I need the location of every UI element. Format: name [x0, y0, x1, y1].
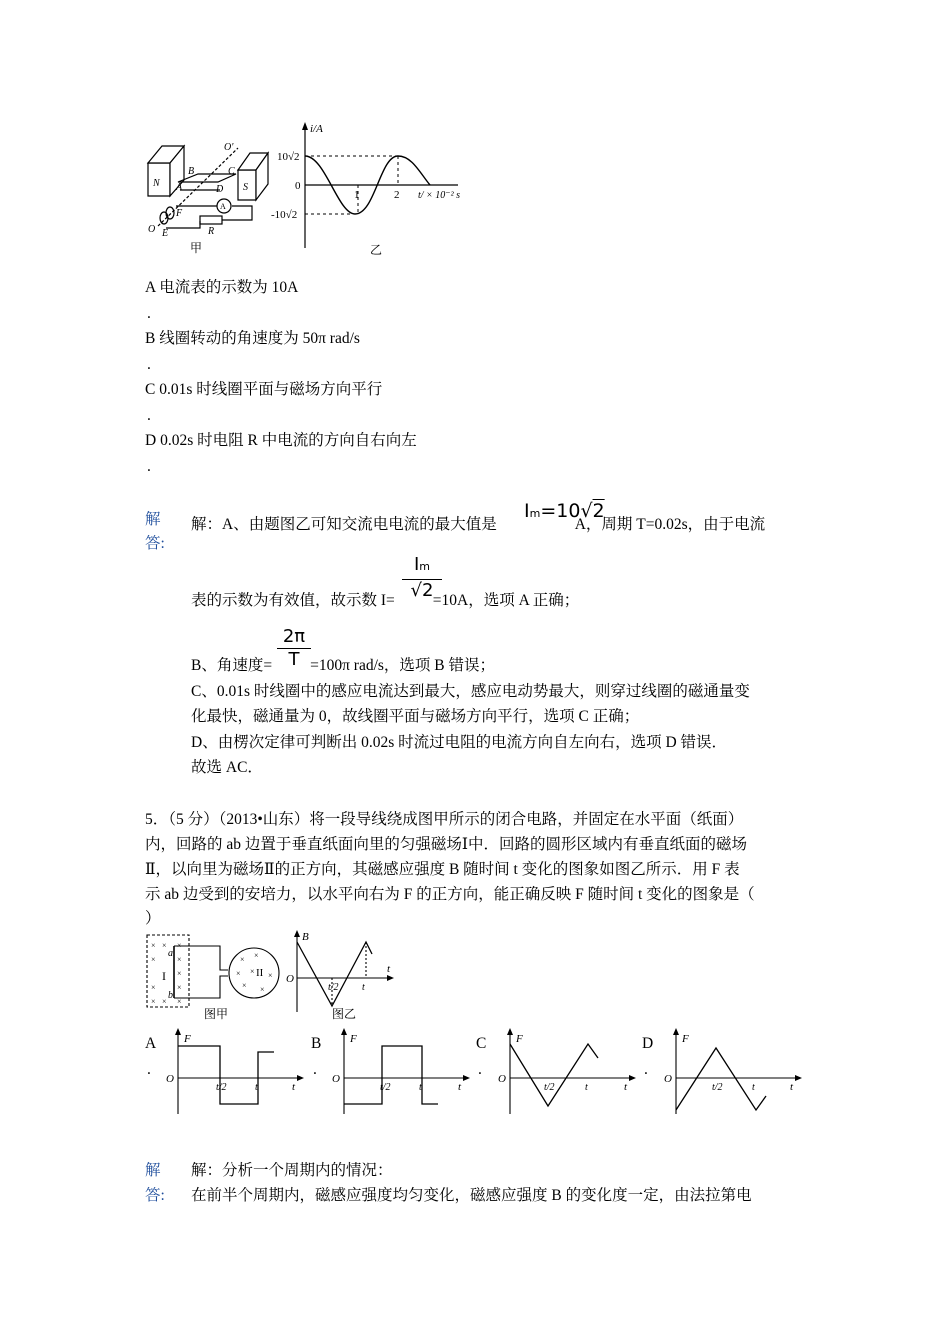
q4-solution-line4: C、0.01s 时线圈中的感应电流达到最大，感应电动势最大，则穿过线圈的磁通量变: [191, 683, 750, 700]
label-r: R: [208, 226, 215, 237]
resistor-r: [200, 216, 222, 224]
t-axis-arrow: [795, 1075, 802, 1081]
x-tick-1: 1: [354, 189, 360, 201]
full-t-label: t: [255, 1082, 258, 1093]
f-axis-arrow: [341, 1028, 347, 1035]
b-line: [297, 942, 372, 1006]
option-text: 0.02s 时电阻 R 中电流的方向自右向左: [160, 432, 417, 449]
region-i-label: I: [162, 969, 166, 983]
f-label: F: [516, 1033, 523, 1045]
slip-ring-2: [166, 207, 174, 219]
half-t-label: t/2: [216, 1082, 227, 1093]
t-label: t: [292, 1081, 296, 1093]
sqrt-icon: √: [410, 580, 423, 601]
label-a: a: [168, 948, 173, 959]
x-mark: ×: [162, 997, 167, 1006]
x-mark: ×: [250, 967, 255, 976]
option-c: [145, 380, 382, 400]
label-b: b: [168, 990, 173, 1001]
full-t-label: t: [752, 1082, 755, 1093]
option-b-graph: [326, 1026, 476, 1118]
q5-solution-line2: 在前半个周期内，磁感应强度均匀变化，磁感应强度 B 的变化度一定，由法拉第电: [191, 1187, 752, 1204]
half-t-label: t/2: [712, 1082, 723, 1093]
t-axis-arrow: [297, 1075, 304, 1081]
option-letter: D: [145, 432, 157, 449]
fraction-numerator: [402, 553, 442, 580]
full-t-label: t: [419, 1082, 422, 1093]
x-mark: ×: [177, 941, 182, 950]
option-d-graph: [658, 1026, 808, 1118]
q5-stem-line5: ）: [145, 910, 161, 927]
q4-solution-line1: [191, 515, 765, 535]
current-graph: [271, 122, 460, 248]
label-o: O: [148, 224, 156, 235]
x-mark: ×: [254, 951, 259, 960]
option-text: 电流表的示数为 10A: [159, 279, 299, 296]
caption-tuyi: 图乙: [332, 1007, 357, 1021]
label-c: C: [228, 166, 235, 177]
formula-sub: m: [529, 507, 541, 520]
y-axis-arrow: [302, 122, 308, 130]
fraction-im-over-root2: [402, 553, 442, 602]
option-a: [145, 278, 298, 298]
t-label: t: [790, 1081, 794, 1093]
region-ii-label: II: [256, 967, 264, 979]
text: 表的示数为有效值，故示数 I=: [191, 592, 395, 609]
x-mark: ×: [177, 983, 182, 992]
full-t-label: t: [585, 1082, 588, 1093]
q4-solution-line2: [191, 591, 579, 611]
f-label: F: [184, 1033, 191, 1045]
label-f: F: [176, 208, 183, 219]
option-c-graph: [492, 1026, 642, 1118]
generator-diagram: [148, 146, 268, 228]
circuit-bottom-wire: [174, 976, 228, 998]
q5-stem-line1: 5．（5 分）（2013•山东）将一段导线绕成图甲所示的闭合电路，并固定在水平面（纸面）: [145, 811, 744, 828]
text: A，周期 T=0.02s，由于电流: [574, 516, 766, 533]
half-t-label: t/2: [544, 1082, 555, 1093]
label-s: S: [243, 182, 248, 193]
b-axis-arrow: [294, 930, 300, 937]
t-label: t: [458, 1081, 462, 1093]
option-a-graph: [160, 1026, 310, 1118]
t-axis-arrow: [463, 1075, 470, 1081]
option-text: 线圈转动的角速度为 50π rad/s: [159, 330, 360, 347]
o-label: O: [332, 1073, 340, 1085]
q5-solution-label-bottom: 答:: [145, 1187, 165, 1204]
formula-eq: =10: [540, 500, 581, 522]
circuit-top-wire: [174, 946, 228, 970]
x-mark: ×: [177, 969, 182, 978]
option-letter: C: [145, 381, 156, 398]
x-mark: ×: [177, 955, 182, 964]
y-min-label: -10√2: [271, 209, 298, 221]
option-dot: .: [147, 407, 151, 424]
f-label: F: [350, 1033, 357, 1045]
caption-tujia: 图甲: [204, 1007, 229, 1021]
b-t-graph: [297, 934, 390, 1012]
f-line: [510, 1044, 598, 1106]
t-axis-arrow: [629, 1075, 636, 1081]
full-t-label: t: [362, 982, 365, 993]
fraction-denominator: [402, 580, 442, 602]
formula-im: [524, 500, 605, 522]
x-axis-label: t/ × 10⁻² s: [418, 190, 460, 201]
fraction-numerator: 2π: [277, 626, 311, 649]
q5-solution-line1: 解：分析一个周期内的情况：: [191, 1162, 393, 1179]
option-letter: A: [145, 279, 156, 296]
half-t-label: t/2: [380, 1082, 391, 1093]
q5-stem-line4: 示 ab 边受到的安培力，以水平向右为 F 的正方向，能正确反映 F 随时间 t 变化的图象是（: [145, 886, 755, 903]
f-line: [676, 1048, 766, 1110]
num-sub: m: [419, 560, 431, 573]
f-line: [178, 1046, 274, 1104]
o-label: O: [286, 973, 294, 985]
q5-option-b-dot: .: [313, 1061, 317, 1078]
caption-yi: 乙: [370, 243, 383, 257]
option-d: [145, 431, 417, 451]
x-mark: ×: [260, 985, 265, 994]
text: 解：A、由题图乙可知交流电电流的最大值是: [191, 516, 497, 533]
x-mark: ×: [151, 955, 156, 964]
q4-solution-line7: 故选 AC．: [191, 759, 263, 776]
x-mark: ×: [177, 997, 182, 1006]
sqrt-icon: √: [580, 500, 593, 522]
t-axis-label: t: [387, 963, 391, 975]
x-tick-2: 2: [394, 189, 400, 201]
q5-stem-line2: 内，回路的 ab 边置于垂直纸面向里的匀强磁场Ⅰ中．回路的圆形区域内有垂直纸面的磁场: [145, 836, 748, 853]
x-mark: ×: [151, 941, 156, 950]
fraction-2pi-over-t: [277, 626, 311, 671]
wire-lower: [166, 221, 200, 228]
label-n: N: [153, 178, 160, 189]
y-max-label: 10√2: [277, 151, 300, 163]
label-o-prime: O': [224, 142, 234, 153]
q4-solution-line5: 化最快，磁通量为 0，故线圈平面与磁场方向平行，选项 C 正确；: [191, 708, 640, 725]
y-zero-label: 0: [295, 180, 301, 192]
o-label: O: [166, 1073, 174, 1085]
f-label: F: [682, 1033, 689, 1045]
num-i: I: [413, 554, 420, 575]
q4-solution-line6: D、由楞次定律可判断出 0.02s 时流过电阻的电流方向自左向右，选项 D 错误．: [191, 734, 728, 751]
q5-option-d-letter: D: [642, 1035, 654, 1052]
ammeter-label: A: [220, 202, 226, 211]
o-label: O: [498, 1073, 506, 1085]
option-b: [145, 329, 360, 349]
option-letter: B: [145, 330, 156, 347]
f-axis-arrow: [175, 1028, 181, 1035]
f-axis-arrow: [673, 1028, 679, 1035]
q5-option-d-dot: .: [644, 1061, 648, 1078]
solution-label-bottom: 答:: [145, 535, 165, 552]
x-mark: ×: [162, 941, 167, 950]
label-a: A: [176, 182, 183, 193]
q5-solution-label-top: 解: [145, 1162, 161, 1179]
x-mark: ×: [236, 969, 241, 978]
q5-option-b-letter: B: [311, 1035, 322, 1052]
x-mark: ×: [151, 983, 156, 992]
q5-option-c-dot: .: [478, 1061, 482, 1078]
q5-stem-line3: Ⅱ，以向里为磁场Ⅱ的正方向，其磁感应强度 B 随时间 t 变化的图象如图乙所示．用 F 表: [145, 861, 740, 878]
half-t-label: t/2: [328, 982, 339, 993]
fraction-denominator: T: [288, 649, 300, 670]
q4-solution-line3: [191, 656, 495, 676]
o-label: O: [664, 1073, 672, 1085]
x-mark: ×: [240, 955, 245, 964]
label-b: B: [188, 166, 195, 177]
y-axis-label: i/A: [310, 123, 323, 135]
figure-generator-and-current-graph: [140, 118, 480, 260]
q5-option-a-dot: .: [147, 1061, 151, 1078]
t-label: t: [624, 1081, 628, 1093]
label-e: E: [162, 228, 169, 239]
f-axis-arrow: [507, 1028, 513, 1035]
x-mark: ×: [151, 997, 156, 1006]
t-axis-arrow: [387, 975, 394, 981]
formula-root: 2: [592, 500, 605, 522]
x-mark: ×: [242, 981, 247, 990]
solution-label-top: 解: [145, 511, 161, 528]
text: B、角速度=: [191, 657, 273, 674]
f-line: [344, 1046, 438, 1104]
caption-jia: 甲: [190, 241, 203, 255]
q5-option-c-letter: C: [476, 1035, 487, 1052]
option-dot: .: [147, 458, 151, 475]
option-dot: .: [147, 305, 151, 322]
text: =100π rad/s，选项 B 错误；: [310, 657, 496, 674]
option-text: 0.01s 时线圈平面与磁场方向平行: [159, 381, 383, 398]
label-d: D: [216, 184, 224, 195]
option-dot: .: [147, 356, 151, 373]
figure-circuit-and-b-graph: [142, 928, 402, 1024]
text: =10A，选项 A 正确；: [432, 592, 580, 609]
x-mark: ×: [268, 971, 273, 980]
den-value: 2: [422, 580, 434, 601]
b-axis-label: B: [302, 931, 309, 943]
q5-option-a-letter: A: [145, 1035, 157, 1052]
formula-i: I: [524, 500, 530, 522]
